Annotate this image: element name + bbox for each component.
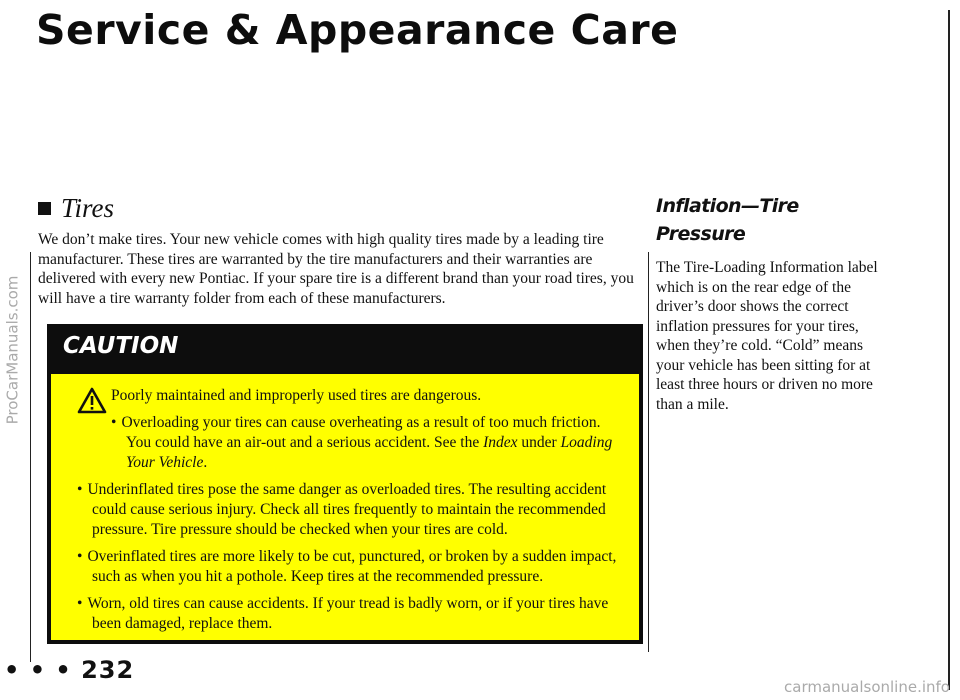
caution-intro: Poorly maintained and improperly used tires are dangerous. — [111, 387, 482, 404]
caution-item-overloading-end: . — [203, 454, 208, 471]
tires-section — [38, 192, 638, 308]
column-divider — [648, 252, 649, 652]
page-title: Service & Appearance Care — [36, 6, 679, 54]
index-reference: Index — [483, 434, 518, 451]
caution-header: CAUTION — [51, 328, 639, 374]
inflation-section — [656, 192, 892, 414]
watermark-left — [0, 0, 24, 700]
tires-paragraph: We don’t make tires. Your new vehicle comes with high quality tires made by a leading tire manufacturer. These tires are warranted by the tire manufacturers and their warranties are delivered with every new Pontiac. If your spare tire is a different brand than your road tires, you will have a tire warranty folder from each of these manufacturers. — [38, 231, 634, 307]
tires-heading — [38, 192, 638, 224]
loading-your-vehicle-reference: Loading Your Vehicle — [126, 434, 613, 471]
caution-item-overloading-mid: under — [521, 434, 557, 451]
tires-heading-text: Tires — [61, 193, 115, 223]
caution-item-overloading-text: Overloading your tires can cause overheating as a result of too much friction. You could have an air-out and a serious accident. See the — [121, 414, 601, 451]
left-margin-rule — [30, 252, 31, 662]
inflation-heading: Inflation—Tire Pressure — [656, 195, 799, 245]
caution-item-underinflated-text: Underinflated tires pose the same danger as overloaded tires. The resulting accident could cause serious injury. Check all tires frequently to maintain the recommended pressure. Tire pressure should be checked when your tires are cold. — [87, 481, 607, 538]
watermark-bottom: carmanualsonline.info — [784, 678, 950, 696]
caution-item-underinflated — [77, 480, 619, 540]
caution-item-overinflated-text: Overinflated tires are more likely to be cut, punctured, or broken by a sudden impact, such as when you hit a pothole. Keep tires at the recommended pressure. — [87, 548, 617, 585]
caution-item-worn — [77, 594, 619, 634]
warning-triangle-icon — [77, 387, 107, 414]
caution-item-overloading — [111, 413, 619, 473]
right-margin-rule — [948, 10, 950, 690]
inflation-paragraph: The Tire-Loading Information label which is on the rear edge of the driver’s door shows the correct inflation pressures for your tires, when they’re cold. “Cold” means your vehicle has been sitting for at least three hours or driven no more than a mile. — [656, 259, 878, 413]
caution-box — [47, 324, 643, 644]
square-bullet-icon — [38, 202, 51, 215]
caution-item-worn-text: Worn, old tires can cause accidents. If your tread is badly worn, or if your tires have been damaged, replace them. — [87, 595, 609, 632]
page-number: • • • 232 — [4, 656, 135, 684]
caution-item-overinflated — [77, 547, 619, 587]
watermark-left-text: ProCarManuals.com — [3, 275, 22, 425]
caution-intro-row — [77, 386, 619, 473]
caution-body — [51, 374, 639, 634]
